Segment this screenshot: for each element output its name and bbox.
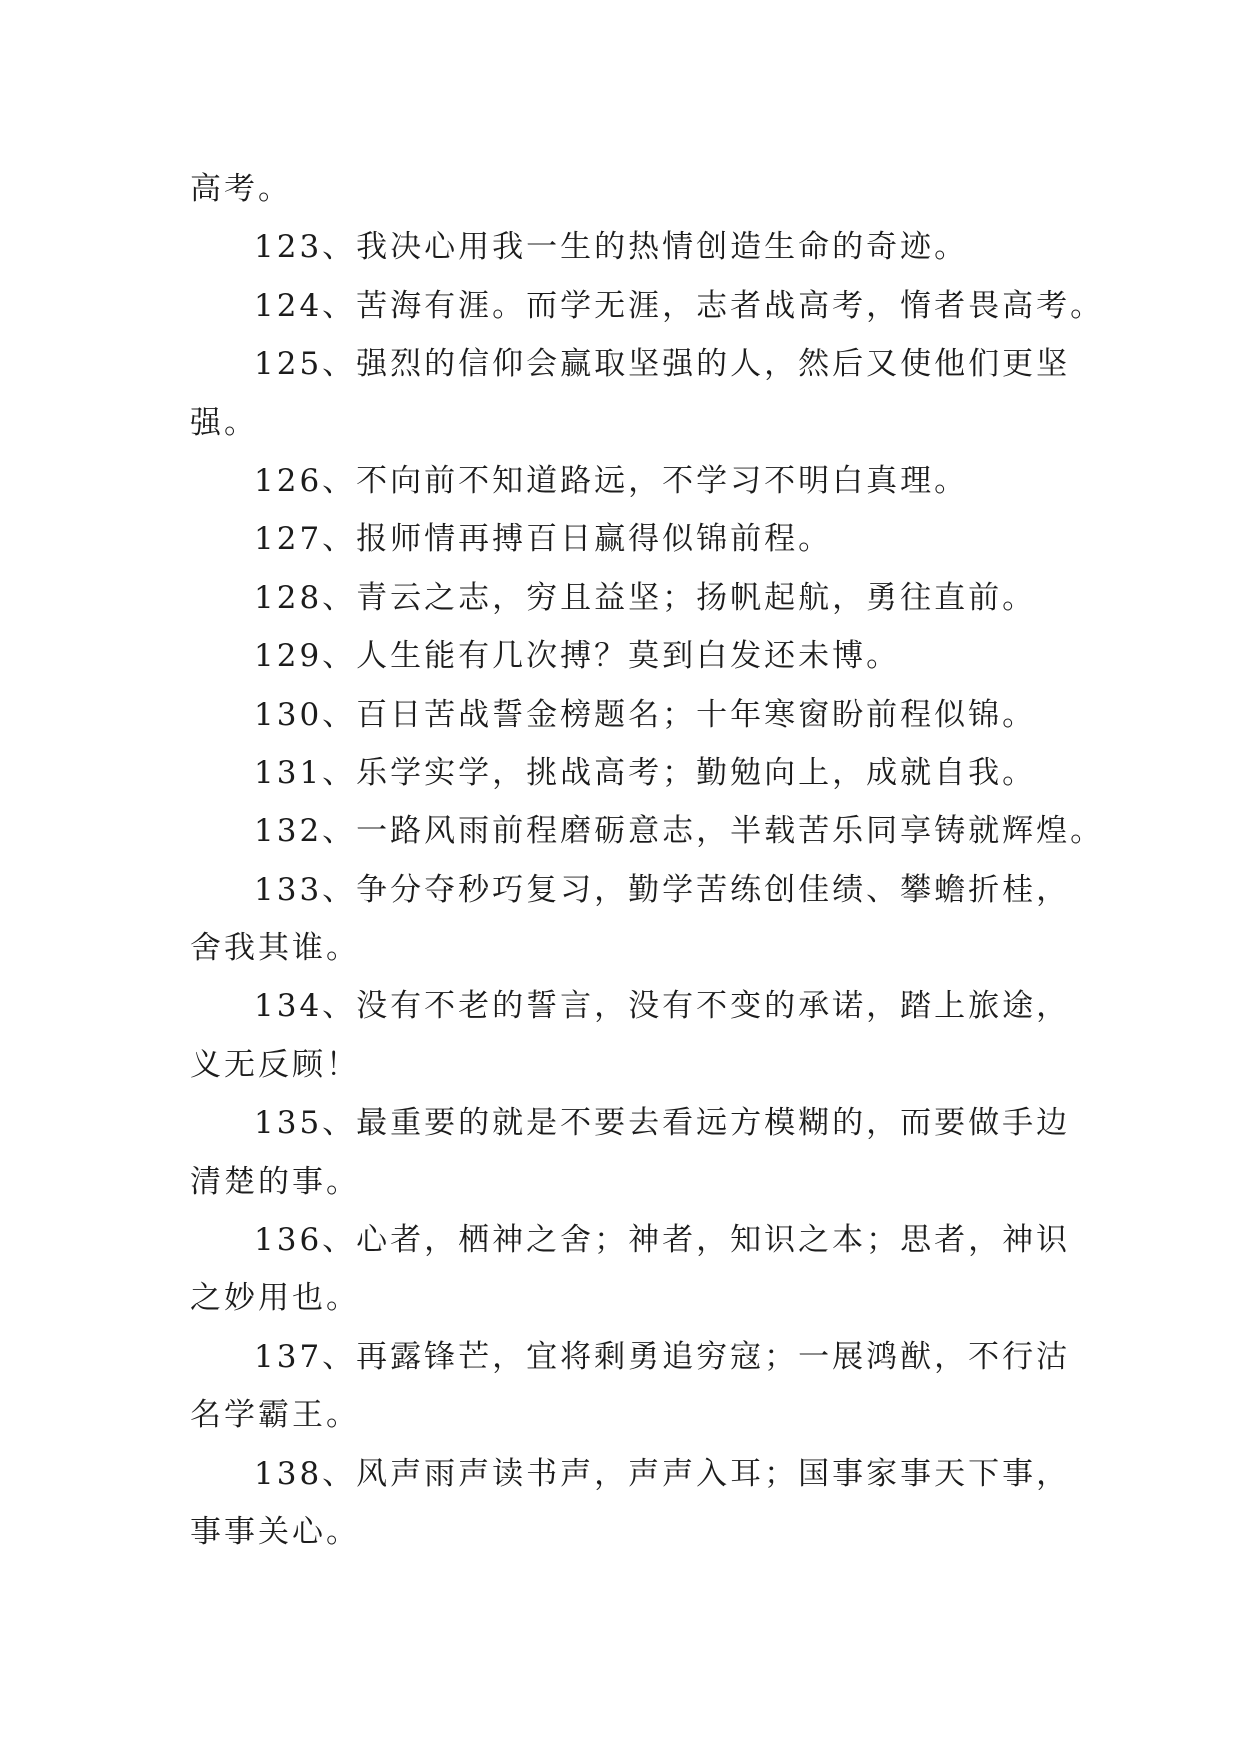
text-line: 127、报师情再搏百日赢得似锦前程。 [254, 521, 833, 558]
text-line: 126、不向前不知道路远，不学习不明白真理。 [254, 462, 969, 499]
text-line: 135、最重要的就是不要去看远方模糊的，而要做手边 [254, 1105, 1071, 1142]
text-line: 123、我决心用我一生的热情创造生命的奇迹。 [254, 229, 969, 266]
text-line: 138、风声雨声读书声，声声入耳；国事家事天下事， [254, 1455, 1071, 1492]
text-line: 高考。 [190, 171, 292, 207]
text-line: 129、人生能有几次搏？莫到白发还未博。 [254, 638, 901, 675]
document-body [190, 160, 1105, 1561]
text-line: 137、再露锋芒，宜将剩勇追穷寇；一展鸿猷，不行沽 [254, 1338, 1071, 1375]
text-line: 128、青云之志，穷且益坚；扬帆起航，勇往直前。 [254, 579, 1037, 616]
text-line: 舍我其谁。 [190, 930, 360, 967]
text-line: 事事关心。 [190, 1513, 360, 1550]
text-line: 125、强烈的信仰会赢取坚强的人，然后又使他们更坚 [254, 346, 1071, 383]
text-line: 强。 [190, 404, 258, 441]
text-line: 名学霸王。 [190, 1397, 360, 1434]
text-line: 131、乐学实学，挑战高考；勤勉向上，成就自我。 [254, 754, 1037, 791]
text-line: 136、心者，栖神之舍；神者，知识之本；思者，神识 [254, 1222, 1071, 1259]
text-line: 134、没有不老的誓言，没有不变的承诺，踏上旅途， [254, 988, 1071, 1025]
text-line: 130、百日苦战誓金榜题名；十年寒窗盼前程似锦。 [254, 696, 1037, 733]
text-line: 133、争分夺秒巧复习，勤学苦练创佳绩、攀蟾折桂， [254, 871, 1071, 908]
text-line: 义无反顾！ [190, 1046, 360, 1083]
text-line: 124、苦海有涯。而学无涯，志者战高考，惰者畏高考。 [254, 287, 1105, 324]
text-line: 之妙用也。 [190, 1280, 360, 1317]
text-line: 132、一路风雨前程磨砺意志，半载苦乐同享铸就辉煌。 [254, 813, 1105, 850]
text-line: 清楚的事。 [190, 1163, 360, 1200]
